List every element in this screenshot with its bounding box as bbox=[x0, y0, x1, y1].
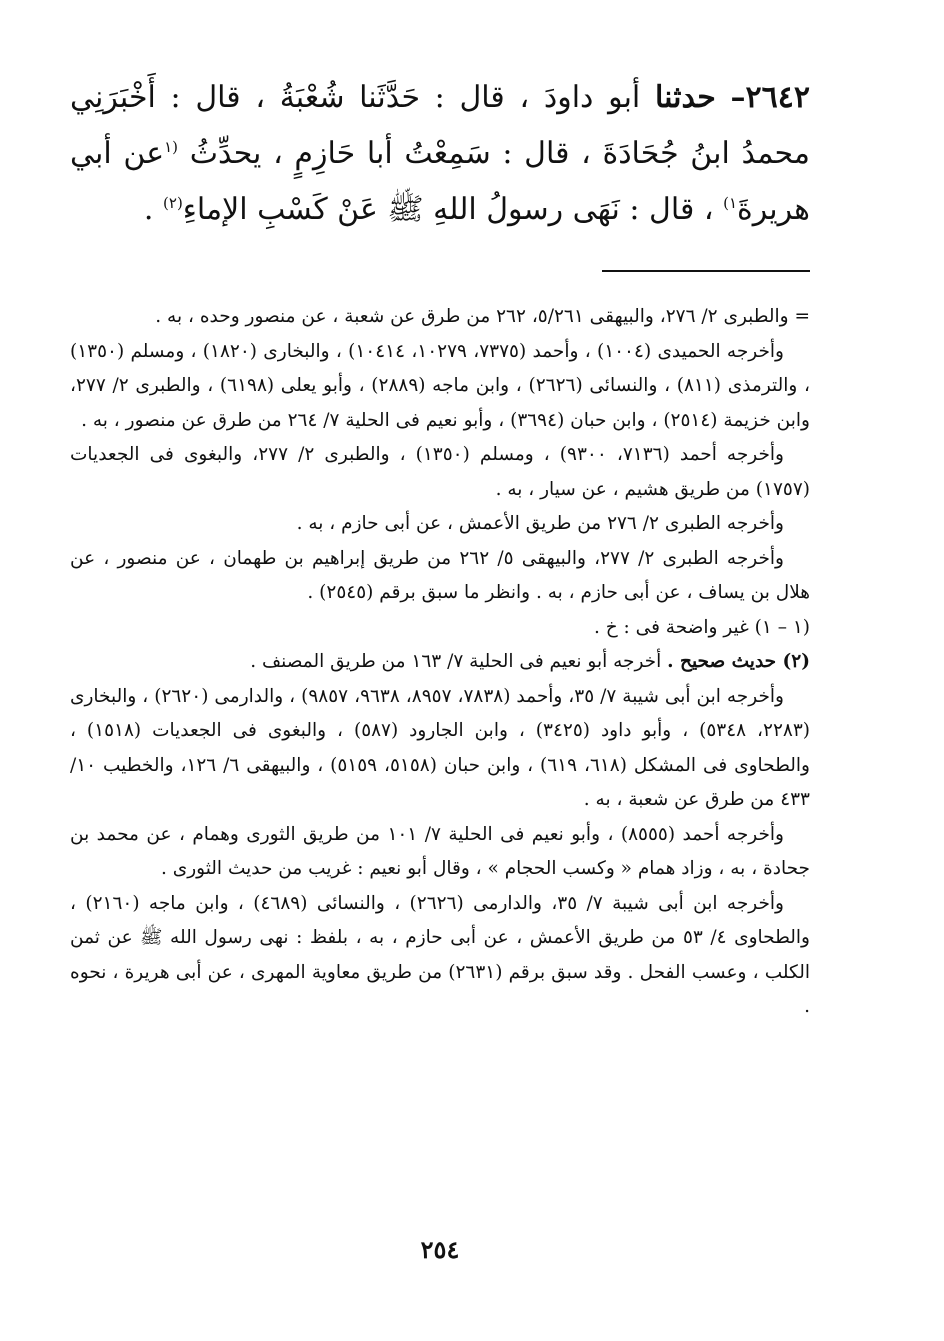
footnote-paragraph bbox=[70, 507, 810, 542]
footnote-text: وأخرجه أحمد (٨٥٥٥) ، وأبو نعيم فى الحلية ٧/ ١٠١ من طريق الثورى وهمام ، عن محمد بن جحادة ، به ، وزاد همام « وكسب الحجام » ، وقال أبو نعيم : غريب من حديث الثورى . bbox=[70, 823, 810, 879]
footnote-separator bbox=[602, 270, 810, 272]
footnote-ref-1-close: ١) bbox=[723, 194, 737, 212]
footnote-ref-1-open: (١ bbox=[164, 138, 179, 156]
footnote-text: وأخرجه الحميدى (١٠٠٤) ، وأحمد (٧٣٧٥، ١٠٢٧٩، ١٠٤١٤) ، والبخارى (١٨٢٠) ، ومسلم (١٣٥٠) ، والترمذى (٨١١) ، والنسائى (٢٦٢٦) ، وابن ماجه (٢٨٨٩) ، وأبو يعلى (٦١٩٨) ، والطبرى ٢/ ٢٧٧، وابن خزيمة (٢٥١٤) ، وابن حبان (٣٦٩٤) ، وأبو نعيم فى الحلية ٧/ ٢٦٤ من طرق عن منصور ، به . bbox=[70, 340, 810, 431]
hadith-text bbox=[70, 70, 810, 238]
footnote-text: وأخرجه ابن أبى شيبة ٧/ ٣٥، وأحمد (٧٨٣٨، ٨٩٥٧، ٩٦٣٨، ٩٨٥٧) ، والدارمى (٢٦٢٠) ، والبخارى (٢٢٨٣، ٥٣٤٨) ، وأبو داود (٣٤٢٥) ، وابن الجارود (٥٨٧) ، والبغوى فى الجعديات (١٥١٨) ، والطحاوى فى المشكل (٦١٨، ٦١٩) ، وابن حبان (٥١٥٨، ٥١٥٩) ، والبيهقى ٦/ ١٢٦، والخطيب ١٠/ ٤٣٣ من طرق عن شعبة ، به . bbox=[70, 685, 810, 810]
footnote-paragraph bbox=[70, 645, 810, 680]
hadith-number: ٢٦٤٢– bbox=[730, 80, 810, 115]
footnote-paragraph bbox=[70, 887, 810, 1025]
footnote-paragraph bbox=[70, 611, 810, 646]
footnote-paragraph bbox=[70, 818, 810, 887]
hadith-matn: ، قال : نَهَى رسولُ اللهِ ﷺ عَنْ كَسْبِ الإماءِ bbox=[182, 192, 714, 227]
footnote-text: وأخرجه الطبرى ٢/ ٢٧٧، والبيهقى ٥/ ٢٦٢ من طريق إبراهيم بن طهمان ، عن منصور ، عن هلال بن يساف ، عن أبى حازم ، به . وانظر ما سبق برقم (٢٥٤٥) . bbox=[70, 547, 810, 603]
footnotes-section bbox=[70, 300, 810, 1025]
footnote-text: وأخرجه أحمد (٧١٣٦، ٩٣٠٠) ، ومسلم (١٣٥٠) ، والطبرى ٢/ ٢٧٧، والبغوى فى الجعديات (١٧٥٧) من طريق هشيم ، عن سيار ، به . bbox=[70, 444, 810, 500]
hadith-narrator: عن أبي هريرةَ bbox=[70, 136, 810, 227]
footnote-text: = والطبرى ٢/ ٢٧٦، والبيهقى ٥/٢٦١، ٢٦٢ من طرق عن شعبة ، عن منصور وحده ، به . bbox=[155, 306, 810, 327]
footnote-paragraph bbox=[70, 680, 810, 818]
footnote-label: (٢) حديث صحيح . bbox=[667, 651, 810, 672]
page-number: ٢٥٤ bbox=[420, 1235, 460, 1264]
book-page bbox=[70, 70, 810, 1320]
footnote-text: وأخرجه ابن أبى شيبة ٧/ ٣٥، والدارمى (٢٦٢٦) ، والنسائى (٤٦٨٩) ، وابن ماجه (٢١٦٠) ، والطحاوى ٤/ ٥٣ من طريق الأعمش ، عن أبى حازم ، به ، بلفظ : نهى رسول الله ﷺ عن ثمن الكلب ، وعسب الفحل . وقد سبق برقم (٢٦٣١) من طريق معاوية المهرى ، عن أبى هريرة ، نحوه . bbox=[70, 892, 811, 1017]
footnote-paragraph bbox=[70, 335, 810, 439]
footnote-paragraph bbox=[70, 438, 810, 507]
hadith-lead-word: حدثنا bbox=[654, 80, 716, 115]
footnote-text: أخرجه أبو نعيم فى الحلية ٧/ ١٦٣ من طريق المصنف . bbox=[250, 651, 668, 672]
footnote-text: وأخرجه الطبرى ٢/ ٢٧٦ من طريق الأعمش ، عن أبى حازم ، به . bbox=[296, 513, 784, 534]
footnote-text: (١ – ١) غير واضحة فى : خ . bbox=[593, 616, 810, 638]
footnote-ref-2: (٢) bbox=[163, 194, 183, 212]
hadith-end-mark: . bbox=[143, 192, 154, 227]
footnote-paragraph bbox=[70, 542, 810, 611]
footnote-paragraph bbox=[70, 300, 810, 335]
hadith-chain: أبو داودَ ، قال : حَدَّثَنا شُعْبَةُ ، قال : أَخْبَرَنِي محمدُ ابنُ جُحَادَةَ ، قال : سَمِعْتُ أبا حَازِمٍ ، يحدِّثُ bbox=[70, 80, 810, 171]
